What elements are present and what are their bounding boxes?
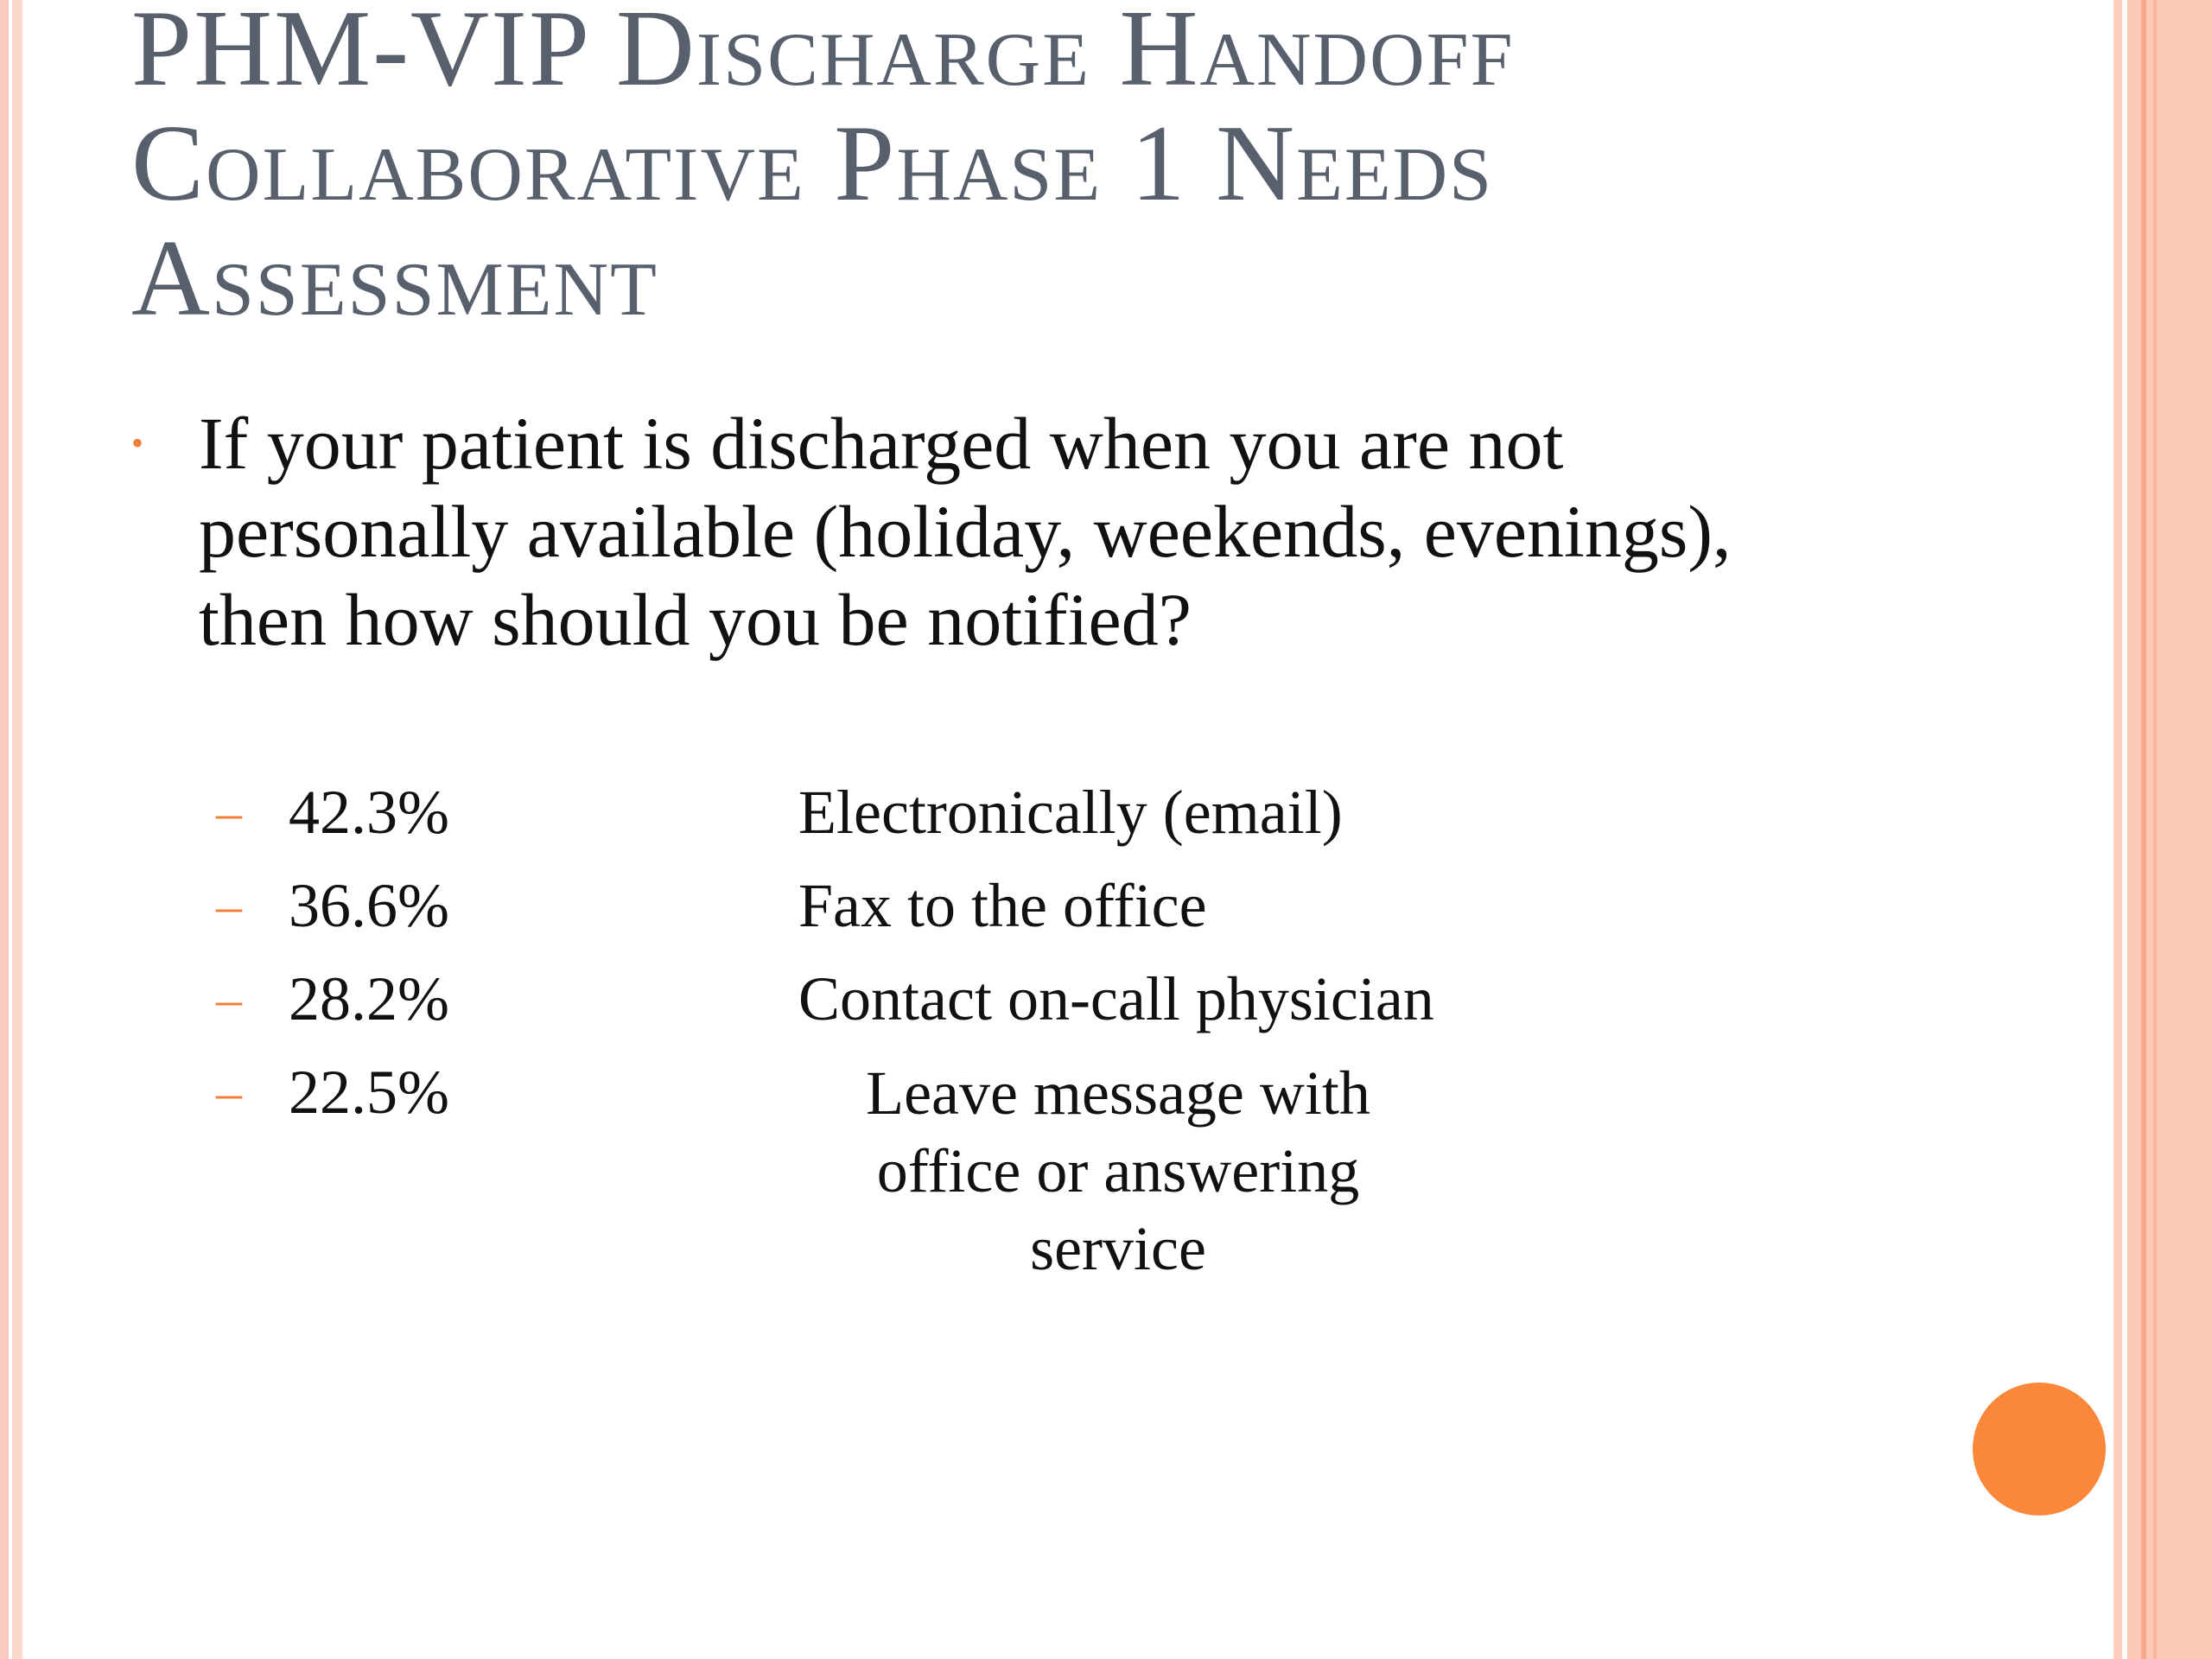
slide-title: PHM-VIP Discharge Handoff Collaborative Phase 1 Needs Assessment <box>131 0 1515 339</box>
right-border-line-2 <box>2153 0 2157 1659</box>
right-border-line <box>2141 0 2146 1659</box>
dash-bullet-icon: – <box>216 1064 242 1121</box>
right-border-band <box>2127 0 2212 1659</box>
response-item <box>216 862 1771 956</box>
response-item <box>216 1049 1771 1283</box>
left-border <box>0 0 9 1659</box>
question-bullet <box>131 399 1859 664</box>
dash-bullet-icon: – <box>216 970 242 1027</box>
response-label: Leave message with office or answering service <box>866 1058 1370 1283</box>
response-percent: 36.6% <box>289 871 449 940</box>
response-item <box>216 956 1771 1049</box>
left-border-inner <box>12 0 22 1659</box>
right-border-stripe <box>2113 0 2122 1659</box>
response-item <box>216 769 1771 862</box>
response-percent: 28.2% <box>289 964 449 1033</box>
dash-bullet-icon: – <box>216 877 242 934</box>
response-percent: 22.5% <box>289 1058 449 1127</box>
orange-circle-decoration <box>1973 1382 2106 1516</box>
question-text: If your patient is discharged when you are not personally available (holiday, weekends, evenings), then how should you be notified? <box>199 402 1732 661</box>
response-list <box>216 769 1771 1283</box>
dash-bullet-icon: – <box>216 784 242 841</box>
response-label: Electronically (email) <box>798 778 1343 847</box>
response-label: Fax to the office <box>798 871 1207 940</box>
response-label: Contact on-call physician <box>798 964 1434 1033</box>
response-percent: 42.3% <box>289 778 449 847</box>
bullet-dot-icon: • <box>131 423 144 462</box>
